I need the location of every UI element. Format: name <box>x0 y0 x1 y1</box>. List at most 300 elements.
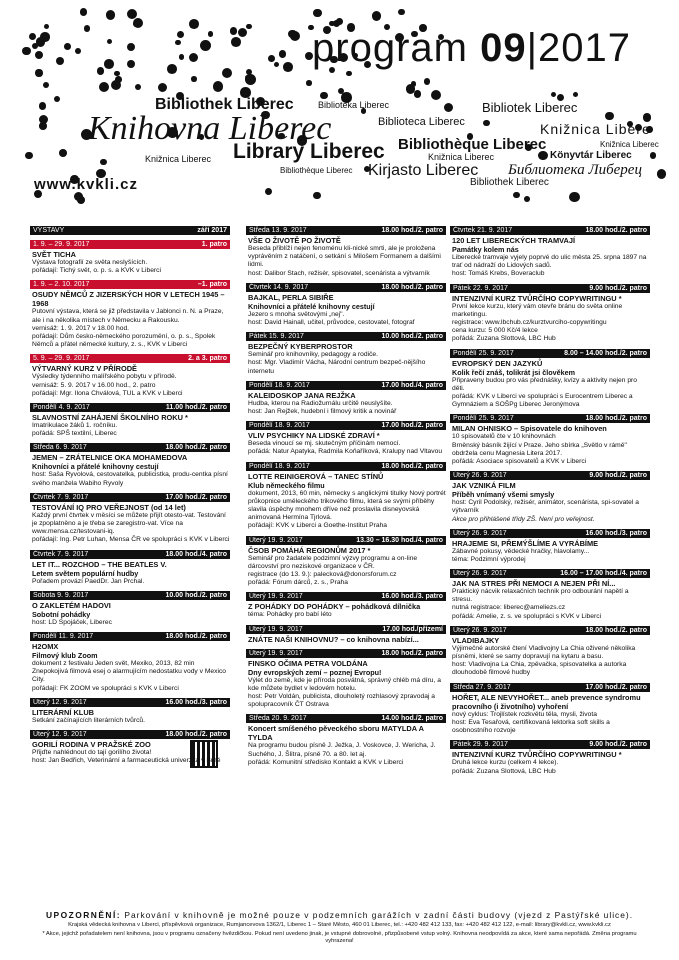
event-description: Liberecké tramvaje vyjely poprvé do ulic města 25. srpna 1897 na trať od nádraží do Lidových sadů. <box>452 254 647 270</box>
event-title: LET IT... ROZCHOD – THE BEATLES V. <box>32 559 167 569</box>
logo-word: Bibliothèque Liberec <box>398 136 547 153</box>
event-title: VLADIBAJKY <box>452 635 500 645</box>
event-subtitle: Památky kolem nás <box>452 245 519 254</box>
event-title: VŠE O ŽIVOTĚ PO ŽIVOTĚ <box>248 236 341 245</box>
decorative-dot <box>268 55 275 62</box>
decorative-dot <box>177 31 184 38</box>
event-time-place: 18.00 hod./4. patro <box>165 550 227 558</box>
event-time-place: září 2017 <box>197 227 227 234</box>
program-event <box>450 349 650 410</box>
event-description: host: Vladivojna La Chia, zpěvačka, spisovatelka a autorka dlouhodobě filmové hudby <box>452 661 627 677</box>
event-title: BEZPEČNÝ KYBERPROSTOR <box>248 342 353 352</box>
event-time-place: 18.00 hod./2. patro <box>585 626 647 634</box>
event-title: TESTOVÁNÍ IQ PRO VEŘEJNOST (od 14 let) <box>32 502 186 512</box>
program-event <box>246 381 446 416</box>
event-description: host: Tomáš Krebs, Boveraclub <box>452 270 545 278</box>
logo-word: Bibliothek Liberec <box>155 96 294 113</box>
event-description: pořádají: FK ZOOM ve spolupráci s KVK v Liberci <box>32 684 179 692</box>
event-date: Úterý 19. 9. 2017 <box>249 593 303 601</box>
logo-word: Kirjasto Liberec <box>368 162 479 179</box>
event-date: Úterý 19. 9. 2017 <box>249 649 303 657</box>
event-date: 1. 9. – 2. 10. 2017 <box>33 281 90 289</box>
event-description: téma: Pohádky pro babí léto <box>248 611 332 619</box>
notice-label: UPOZORNĚNÍ: <box>45 910 122 920</box>
event-time-place: 17.00 hod./2. patro <box>585 683 647 691</box>
event-date: Pátek 15. 9. 2017 <box>249 333 304 341</box>
event-time-place: 18.00 hod./2. patro <box>381 649 443 657</box>
event-title: EVROPSKÝ DEN JAZYKŮ <box>452 358 543 368</box>
event-title: H2OMX <box>32 642 59 652</box>
decorative-dot <box>40 32 49 41</box>
decorative-dot <box>107 39 112 44</box>
program-year: 2017 <box>538 26 631 70</box>
event-date: Středa 27. 9. 2017 <box>453 683 511 691</box>
decorative-dot <box>230 27 237 34</box>
event-description: pořádají: Tichý svět, o. p. s. a KVK v Liberci <box>32 267 161 275</box>
event-date-bar <box>450 226 650 235</box>
event-description: Imatrikulace žáků 1. ročníku. <box>32 422 118 430</box>
program-column-1 <box>30 226 230 768</box>
event-date-bar <box>30 354 230 363</box>
program-event <box>450 226 650 279</box>
event-date-bar <box>450 569 650 578</box>
event-description: Připraveny budou pro vás přednášky, kvízy a aktivity nejen pro děti. <box>452 376 637 392</box>
event-description: host: Mgr. Vladimír Vácha, Národní centrum bezpeč-nějšího internetu <box>248 359 426 375</box>
logo-word: Bibliothek Liberec <box>470 177 549 188</box>
decorative-dot <box>59 149 67 157</box>
event-date-bar <box>30 591 230 600</box>
event-time-place: 1. patro <box>201 241 227 248</box>
decorative-dot <box>97 67 105 75</box>
website-url[interactable]: www.kvkli.cz <box>34 176 138 193</box>
decorative-dot <box>115 76 122 83</box>
event-title: VLIV PSYCHIKY NA LIDSKÉ ZDRAVÍ * <box>248 431 380 441</box>
program-event <box>450 471 650 523</box>
event-title: ZNÁTE NAŠI KNIHOVNU? – co knihovna nabízí... <box>248 634 419 644</box>
event-date: Úterý 12. 9. 2017 <box>33 698 87 706</box>
decorative-dot <box>513 192 519 198</box>
decorative-dot <box>191 76 196 81</box>
decorative-dot <box>320 92 327 99</box>
event-date-bar <box>246 649 446 658</box>
event-description: host: David Hainall, učitel, průvodce, cestovatel, fotograf <box>248 319 415 327</box>
event-description: Na programu budou písně J. Ježka, J. Voskovce, J. Wericha, J. Suchého, J. Šlitra, písně 70. a 80. let aj. <box>248 742 436 758</box>
program-event <box>246 592 446 619</box>
event-date: VÝSTAVY <box>33 227 65 234</box>
event-title: ČSOB POMÁHÁ REGIONŮM 2017 * <box>248 545 371 555</box>
logo-word: Library Liberec <box>233 140 385 163</box>
event-subtitle: Dny evropských zemí – poznej Evropu! <box>248 667 382 677</box>
program-event <box>30 403 230 438</box>
program-event <box>246 714 446 767</box>
event-date-bar <box>246 714 446 723</box>
event-description: Seminář pro žadatele podzimní výzvy programu a on-line dárcovství pro neziskové organizace v ČR. <box>248 554 418 570</box>
event-description: host: Saša Ryvolová, cestovatelka, publicistka, produ-centka písní svého manžela Wabiho Ryvoly <box>32 471 228 487</box>
event-date: Úterý 26. 9. 2017 <box>453 529 507 537</box>
event-date-bar <box>246 381 446 390</box>
program-event <box>30 354 230 398</box>
event-time-place: 13.30 – 16.30 hod./4. patro <box>356 536 443 544</box>
program-event <box>246 421 446 456</box>
event-time-place: 16.00 – 17.00 hod./4. patro <box>560 570 647 578</box>
event-title: OSUDY NĚMCŮ Z JIZERSKÝCH HOR V LETECH 1945 – 1968 <box>32 290 225 309</box>
event-description: téma: Podzimní výprodej <box>452 555 526 563</box>
decorative-dot <box>39 102 47 110</box>
decorative-dot <box>238 28 247 37</box>
event-time-place: –1. patro <box>197 281 227 289</box>
decorative-dot <box>22 47 31 56</box>
decorative-dot <box>43 82 49 88</box>
event-time-place: 16.00 hod./3. patro <box>585 529 647 537</box>
event-date-bar <box>30 550 230 559</box>
event-date: Čtvrtek 14. 9. 2017 <box>249 283 309 291</box>
event-date: Pondělí 25. 9. 2017 <box>453 349 514 357</box>
decorative-dot <box>222 68 232 78</box>
event-description: pořádá: Fórum dárců, z. s., Praha <box>248 579 348 587</box>
event-description: pořádá: Zuzana Slottová, LBC Hub <box>452 335 556 343</box>
event-description: vernisáž: 5. 9. 2017 v 16.00 hod., 2. patro <box>32 381 156 389</box>
event-time-place: 11.00 hod./2. patro <box>165 404 227 412</box>
decorative-dot <box>288 30 296 38</box>
decorative-dot <box>411 81 417 87</box>
event-description: registrace (do 13. 9.): palecková@donorsforum.cz <box>248 571 397 579</box>
event-description: pořádá: Asociace spisovatelů a KVK v Liberci <box>452 458 587 466</box>
event-date: Úterý 26. 9. 2017 <box>453 472 507 480</box>
event-date-bar <box>30 280 230 289</box>
event-description: Výsledky týdenního malířského pobytu v přírodě. <box>32 373 177 381</box>
event-date-bar <box>30 730 230 739</box>
event-description: Praktický nácvik relaxačních technik pro odbourání napětí a stresu. <box>452 588 629 604</box>
event-time-place: 18.00 hod./2. patro <box>585 415 647 423</box>
event-date: Čtvrtek 21. 9. 2017 <box>453 227 513 234</box>
event-description: registrace: www.lbchub.cz/kurztvurciho-copywritingu <box>452 319 607 327</box>
decorative-dot <box>127 60 135 68</box>
event-date-bar <box>450 626 650 635</box>
decorative-dot <box>313 192 320 199</box>
event-date-bar <box>246 421 446 430</box>
event-description: pořádají: KVK v Liberci a Goethe-Institut Praha <box>248 522 388 530</box>
event-date: Středa 20. 9. 2017 <box>249 715 307 723</box>
notice-text: Parkování v knihovně je možné pouze v podzemních garážích v zadní části budovy (vjezd z Pastýřské ulice). <box>124 910 634 920</box>
decorative-dot <box>431 90 442 101</box>
event-date: Pondělí 11. 9. 2017 <box>33 633 94 641</box>
decorative-dot <box>657 169 667 179</box>
program-column-3 <box>450 226 650 781</box>
event-time-place: 18.00 hod./2. patro <box>585 227 647 234</box>
decorative-dot <box>189 53 198 62</box>
decorative-dot <box>208 31 214 37</box>
event-title: JAK VZNIKÁ FILM <box>452 481 516 491</box>
event-time-place: 18.00 hod./2. patro <box>165 731 227 739</box>
program-event <box>246 625 446 644</box>
logo-word: Knižnica Liberec <box>428 152 495 162</box>
decorative-dot <box>283 62 293 72</box>
footer-footnote: * Akce, jejichž pořadatelem není knihovna, jsou v programu označeny hvězdičkou. Pokud není uvedeno jinak, je vstupné dobrovolné, přizpůsobené vstup volný. Knihovna neodpovídá za akce, které sama nepořádá. Změna programu vyhrazena! <box>42 931 637 944</box>
event-subtitle: Letem světem populární hudby <box>32 568 139 578</box>
logo-word: Biblioteca Liberec <box>378 116 465 128</box>
decorative-dot <box>346 71 351 76</box>
event-subtitle: Knihovníci a přátelé knihovny cestují <box>32 462 159 472</box>
decorative-dot <box>127 9 137 19</box>
program-event <box>30 591 230 627</box>
decorative-dot <box>29 33 36 40</box>
decorative-dot <box>56 57 64 65</box>
decorative-dot <box>64 43 71 50</box>
event-description: Druhá lekce kurzu (celkem 4 lekce). <box>452 759 559 767</box>
decorative-dot <box>246 24 252 30</box>
event-date: Úterý 19. 9. 2017 <box>249 536 303 544</box>
event-date-bar <box>30 632 230 641</box>
decorative-dot <box>32 43 39 50</box>
decorative-dot <box>104 59 114 69</box>
event-time-place: 17.00 hod./2. patro <box>165 493 227 501</box>
event-title: INTENZIVNÍ KURZ TVŮRČÍHO COPYWRITINGU * <box>452 293 622 303</box>
event-description: Pořadem provází PaedDr. Jan Prchal. <box>32 577 145 585</box>
decorative-dot <box>127 43 135 51</box>
event-date-bar <box>246 462 446 471</box>
event-description: host: Jan Rejžek, hudební i filmový kritik a novinář <box>248 408 397 416</box>
event-date-bar <box>30 443 230 452</box>
decorative-dot <box>106 10 115 19</box>
decorative-dot <box>279 50 286 57</box>
event-description: pořádá: Natur Apatyka, Radmila Koňaříková, Kralupy nad Vltavou <box>248 448 443 456</box>
event-date-bar <box>450 740 650 749</box>
event-title: FINSKO OČIMA PETRA VOLDÁNA <box>248 658 368 668</box>
event-date: Středa 6. 9. 2017 <box>33 444 87 452</box>
event-title: HOŘET, ALE NEVYHOŘET... aneb prevence syndromu pracovního (i životního) vyhoření <box>452 692 641 711</box>
event-date: Středa 13. 9. 2017 <box>249 227 307 234</box>
program-event <box>450 569 650 621</box>
decorative-dot <box>444 103 453 112</box>
event-time-place: 17.00 hod./2. patro <box>381 422 443 430</box>
program-event <box>246 462 446 531</box>
parking-notice <box>28 910 651 920</box>
event-description: nový cyklus: Trojlístek rozkvětu těla, mysli, života <box>452 710 597 718</box>
footer <box>28 910 651 945</box>
event-date: Úterý 26. 9. 2017 <box>453 570 507 578</box>
decorative-dot <box>424 78 431 85</box>
program-event <box>246 283 446 327</box>
decorative-dot <box>135 84 142 91</box>
event-description: První lekce kurzu, který vám otevře bránu do světa online marketingu. <box>452 302 623 318</box>
event-date: Pondělí 4. 9. 2017 <box>33 404 90 412</box>
logo-main: Knihovna Liberec <box>88 110 332 147</box>
decorative-dot <box>54 96 60 102</box>
decorative-dot <box>573 92 579 98</box>
event-time-place: 10.00 hod./2. patro <box>165 591 227 599</box>
event-date-bar <box>450 414 650 423</box>
event-description: pořádají: Mgr. Ilona Chválová, TUL a KVK v Liberci <box>32 389 183 397</box>
event-title: Koncert smíšeného pěveckého sboru MATYLDA A TYLDA <box>248 724 424 743</box>
event-title: KALEIDOSKOP JANA REJŽKA <box>248 390 356 400</box>
logo-word: Библиотека Либерец <box>508 162 642 178</box>
event-description: pořádají: Dům česko-německého porozumění, o. p. s., Spolek Němců a přátel německé kultury, z. s., KVK v Liberci <box>32 333 216 349</box>
event-title: BAJKAL, PERLA SIBIŘE <box>248 292 334 302</box>
decorative-dot <box>398 9 404 15</box>
program-column-2 <box>246 226 446 772</box>
event-time-place: 17.00 hod./4. patro <box>381 381 443 389</box>
program-event <box>450 626 650 678</box>
program-event <box>246 536 446 588</box>
decorative-dot <box>75 48 81 54</box>
event-time-place: 2. a 3. patro <box>188 355 227 363</box>
decorative-dot <box>80 8 88 16</box>
event-title: LOTTE REINIGEROVÁ – TANEC STÍNŮ <box>248 471 384 481</box>
program-event <box>30 240 230 275</box>
program-event <box>30 493 230 545</box>
event-subtitle: Sobotní pohádky <box>32 609 91 619</box>
decorative-dot <box>84 25 91 32</box>
event-time-place: 14.00 hod./2. patro <box>381 715 443 723</box>
decorative-dot <box>245 74 256 85</box>
logo-word: Knižnica Libere <box>540 121 651 137</box>
decorative-dot <box>414 90 422 98</box>
program-event <box>30 550 230 586</box>
program-title <box>312 26 631 71</box>
event-description: cena kurzu: 5 000 Kč/4 lekce <box>452 327 538 335</box>
event-description: 10 spisovatelů čte v 10 knihovnách <box>452 433 556 441</box>
event-note: Akce pro přihlášené třídy ZŠ. Není pro veřejnost. <box>452 515 595 523</box>
event-description: host: Cyril Podolský, režisér, animátor, scenárista, spi-sovatel a výtvarník <box>452 499 639 515</box>
event-description: Seminář pro knihovníky, pedagogy a rodiče. <box>248 351 378 359</box>
event-date: Pátek 22. 9. 2017 <box>453 284 508 292</box>
event-time-place: 8.00 – 14.00 hod./2. patro <box>564 349 647 357</box>
program-event <box>450 683 650 736</box>
event-title: INTENZIVNÍ KURZ TVŮRČÍHO COPYWRITINGU * <box>452 750 622 760</box>
decorative-dot <box>338 88 344 94</box>
program-event <box>30 443 230 487</box>
logo-word: Knižnica Liberec <box>145 154 212 164</box>
event-date-bar <box>30 698 230 707</box>
decorative-dot <box>39 115 48 124</box>
event-description: Putovní výstava, která se již představila v Jablonci n. N. a Praze, ale i na několika místech v Německu a Rakousku. <box>32 308 224 324</box>
event-description: Výstava fotografií ze světa neslyšících. <box>32 259 148 266</box>
event-date-bar <box>246 332 446 341</box>
event-description: host: Petr Voldán, publicista, dlouholetý rozhlasový zpravodaj a spolupracovník ČT Ostrava <box>248 693 435 709</box>
event-description: nutná registrace: liberec@ameliezs.cz <box>452 604 566 612</box>
decorative-dot <box>35 51 43 59</box>
event-date-bar <box>30 493 230 502</box>
program-event <box>450 740 650 775</box>
event-date-bar <box>450 284 650 293</box>
decorative-dot <box>483 120 490 127</box>
decorative-dot <box>99 82 109 92</box>
program-event <box>246 226 446 278</box>
decorative-dot <box>605 112 614 121</box>
event-title: GORILÍ RODINA V PRAŽSKÉ ZOO <box>32 740 151 750</box>
event-date-bar <box>30 240 230 249</box>
event-description: Beseda vinoucí se mj. skutečným příčinám nemocí. <box>248 440 401 448</box>
decorative-dot <box>265 188 272 195</box>
decorative-dot <box>306 80 312 86</box>
event-date: Úterý 12. 9. 2017 <box>33 731 87 739</box>
decorative-dot <box>372 11 382 21</box>
decorative-dot <box>650 152 656 158</box>
event-date-bar <box>450 349 650 358</box>
decorative-dot <box>569 192 579 202</box>
event-subtitle: Klub německého filmu <box>248 480 325 490</box>
program-event <box>30 226 230 235</box>
event-date: Čtvrtek 7. 9. 2017 <box>33 493 89 501</box>
event-description: Hudba, kterou na Radiožurnálu určitě neuslyšíte. <box>248 399 393 407</box>
decorative-dot <box>274 62 279 67</box>
event-description: host: Jan Bedřich, Veterinární a farmaceutická univerzita v Brně <box>32 757 221 765</box>
logo-word: Bibliotek Liberec <box>482 100 578 115</box>
event-time-place: 9.00 hod./2. patro <box>589 741 647 749</box>
event-description: dokument z festivalu Jeden svět, Mexiko, 2013, 82 min Znepokojivá filmová esej o alarmujícím nedostatku vody v Mexico City. <box>32 660 227 684</box>
event-title: Z POHÁDKY DO POHÁDKY – pohádková dílnička <box>248 602 421 612</box>
decorative-dot <box>25 152 33 160</box>
event-date-bar <box>246 536 446 545</box>
event-time-place: 17.00 hod./přízemí <box>382 625 443 633</box>
event-date: 5. 9. – 29. 9. 2017 <box>33 355 90 363</box>
decorative-dot <box>200 40 211 51</box>
event-title: SVĚT TICHA <box>32 250 76 259</box>
event-subtitle: Knihovníci a přátelé knihovny cestují <box>248 301 375 311</box>
program-event <box>30 280 230 349</box>
decorative-dot <box>179 54 184 59</box>
footer-address: Krajská vědecká knihovna v Liberci, příspěvková organizace, Rumjancevova 1362/1, Liberec 1 – Staré Město, 460 01 Liberec, tel.: +420 482 412 133, fax: +420 482 412 122, e-mail: library@kvkli.cz, www.kvkli.cz <box>68 922 611 928</box>
event-title: SLAVNOSTNÍ ZAHÁJENÍ ŠKOLNÍHO ROKU * <box>32 413 188 423</box>
decorative-dot <box>231 37 241 47</box>
event-description: pořádá: Amelie, z. s. ve spolupráci s KVK v Liberci <box>452 612 602 620</box>
event-title: HRAJEME SI, PŘEMÝŠLÍME A VYRÁBÍME <box>452 538 599 548</box>
event-description: Každý první čtvrtek v měsíci se můžete přijít otesto-vat. Testování je zpoplatněno a je třeba se zaregistro-vat. Více na www.mensa.cz/testovani-iq. <box>32 511 226 536</box>
event-time-place: 16.00 hod./3. patro <box>165 698 227 706</box>
event-time-place: 18.00 hod./2. patro <box>381 283 443 291</box>
decorative-dot <box>158 83 167 92</box>
event-description: Setkání začínajících literárních tvůrců. <box>32 716 145 724</box>
event-description: host: Eva Tesařová, certifikovaná lektorka soft skills a osobnostního rozvoje <box>452 718 610 735</box>
event-description: dokument, 2013, 60 min, německy s anglickými titulky Nový portrét průkopnice uměleckého trikového filmu, která se svými příběhy slavila úspěchy mnohem dříve než proslavila disneyovská animovaná Hermína Tjrlová. <box>248 489 446 522</box>
event-time-place: 18.00 hod./2. patro <box>381 227 443 234</box>
event-description: Přijďte nahlédnout do tají gorilího života! <box>32 749 152 757</box>
event-title: JAK NA STRES PŘI NEMOCI A NEJEN PŘI NÍ... <box>452 579 616 589</box>
event-description: Brněnský básník žijící v Praze. Jeho sbírka „Světlo v rámě" obdržela cenu Magnesia Litera 2017. <box>452 441 627 457</box>
event-time-place: 18.00 hod./2. patro <box>165 633 227 641</box>
event-title: VÝTVARNÝ KURZ V PŘÍRODĚ <box>32 364 137 374</box>
program-event <box>450 529 650 564</box>
event-date: Úterý 26. 9. 2017 <box>453 626 507 634</box>
event-date: Sobota 9. 9. 2017 <box>33 591 89 599</box>
event-date-bar <box>246 283 446 292</box>
event-title: O ZAKLETÉM HADOVI <box>32 600 111 610</box>
event-description: Jezero s mnoha světovými „nej". <box>248 310 345 318</box>
program-event <box>30 632 230 693</box>
event-subtitle: Kolik řečí znáš, tolikrát jsi člověkem <box>452 367 576 377</box>
event-title: 120 LET LIBERECKÝCH TRAMVAJÍ <box>452 236 576 245</box>
event-date: Pondělí 18. 9. 2017 <box>249 422 310 430</box>
event-subtitle: Filmový klub Zoom <box>32 651 98 661</box>
decorative-dot <box>114 71 120 77</box>
event-title: LITERÁRNÍ KLUB <box>32 707 94 717</box>
event-time-place: 18.00 hod./2. patro <box>381 462 443 470</box>
event-date-bar <box>30 403 230 412</box>
event-date-bar <box>450 683 650 692</box>
event-time-place: 9.00 hod./2. patro <box>589 472 647 480</box>
event-description: Beseda přiblíží nejen fenoménu kli-nické smrti, ale je proložena vyprávěním z natáčení, o setkání s Milošem Formanem a dalšími lidmi. <box>248 245 441 269</box>
decorative-dot <box>313 9 322 18</box>
program-separator: | <box>526 26 539 70</box>
event-date-bar <box>30 226 230 235</box>
decorative-dot <box>175 40 181 46</box>
event-description: pořádá: Komunitní středisko Kontakt a KVK v Liberci <box>248 758 404 766</box>
program-event <box>246 332 446 376</box>
program-event <box>450 284 650 344</box>
decorative-dot <box>44 24 49 29</box>
event-date-bar <box>450 471 650 480</box>
event-date: Čtvrtek 7. 9. 2017 <box>33 550 89 558</box>
